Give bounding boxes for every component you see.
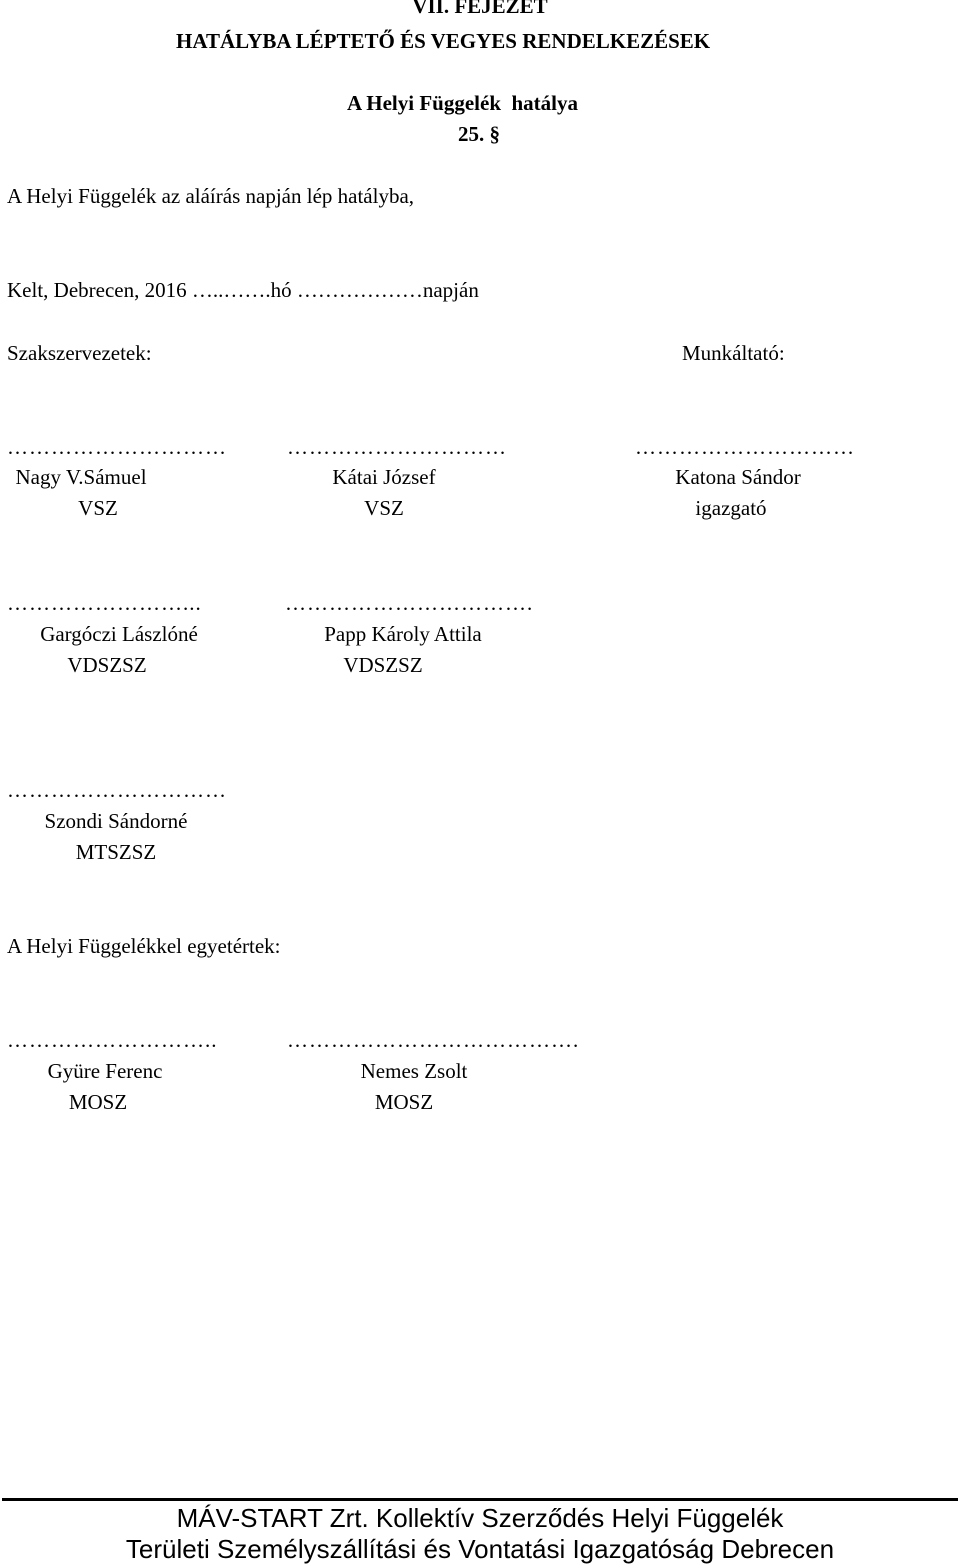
signature-line: ………………………… xyxy=(635,435,855,459)
signer-name: Gyüre Ferenc xyxy=(47,1059,163,1083)
signature-line: …………………………………. xyxy=(287,1028,580,1052)
signer-name: Gargóczi Lászlóné xyxy=(40,622,198,646)
chapter-title: HATÁLYBA LÉPTETŐ ÉS VEGYES RENDELKEZÉSEK xyxy=(176,29,711,53)
signature-line: ……………………….. xyxy=(7,1028,218,1052)
footer-divider xyxy=(2,1498,958,1501)
agreement-label: A Helyi Függelékkel egyetértek: xyxy=(7,934,281,958)
section-heading: A Helyi Függelék hatálya xyxy=(347,91,578,115)
signer-role: igazgató xyxy=(695,496,767,520)
signer-role: VSZ xyxy=(78,496,118,520)
signature-line: ……………………... xyxy=(7,591,202,615)
signature-line: ………………………… xyxy=(7,435,227,459)
signer-role: MOSZ xyxy=(68,1090,128,1114)
signer-role: VDSZSZ xyxy=(67,653,147,677)
signer-name: Kátai József xyxy=(332,465,436,489)
signer-name: Katona Sándor xyxy=(675,465,801,489)
signature-line: ………………………… xyxy=(287,435,507,459)
effect-text: A Helyi Függelék az aláírás napján lép hatályba, xyxy=(7,184,415,208)
footer-line-1: MÁV-START Zrt. Kollektív Szerződés Helyi Függelék xyxy=(176,1503,784,1533)
unions-label: Szakszervezetek: xyxy=(7,341,152,365)
employer-label: Munkáltató: xyxy=(682,341,785,365)
signer-role: MTSZSZ xyxy=(75,840,157,864)
footer-line-2: Területi Személyszállítási és Vontatási Igazgatóság Debrecen xyxy=(125,1534,835,1564)
signer-name: Szondi Sándorné xyxy=(44,809,188,833)
date-line: Kelt, Debrecen, 2016 …..…….hó ………………napján xyxy=(7,278,479,302)
signer-name: Nagy V.Sámuel xyxy=(15,465,147,489)
signer-name: Papp Károly Attila xyxy=(324,622,482,646)
signature-line: ………………………… xyxy=(7,778,227,802)
chapter-number: VII. FEJEZET xyxy=(412,0,548,18)
signer-name: Nemes Zsolt xyxy=(360,1059,468,1083)
signer-role: VDSZSZ xyxy=(343,653,423,677)
section-number: 25. § xyxy=(458,122,500,146)
signature-line: ……………………………. xyxy=(285,591,534,615)
signer-role: VSZ xyxy=(364,496,404,520)
signer-role: MOSZ xyxy=(374,1090,434,1114)
